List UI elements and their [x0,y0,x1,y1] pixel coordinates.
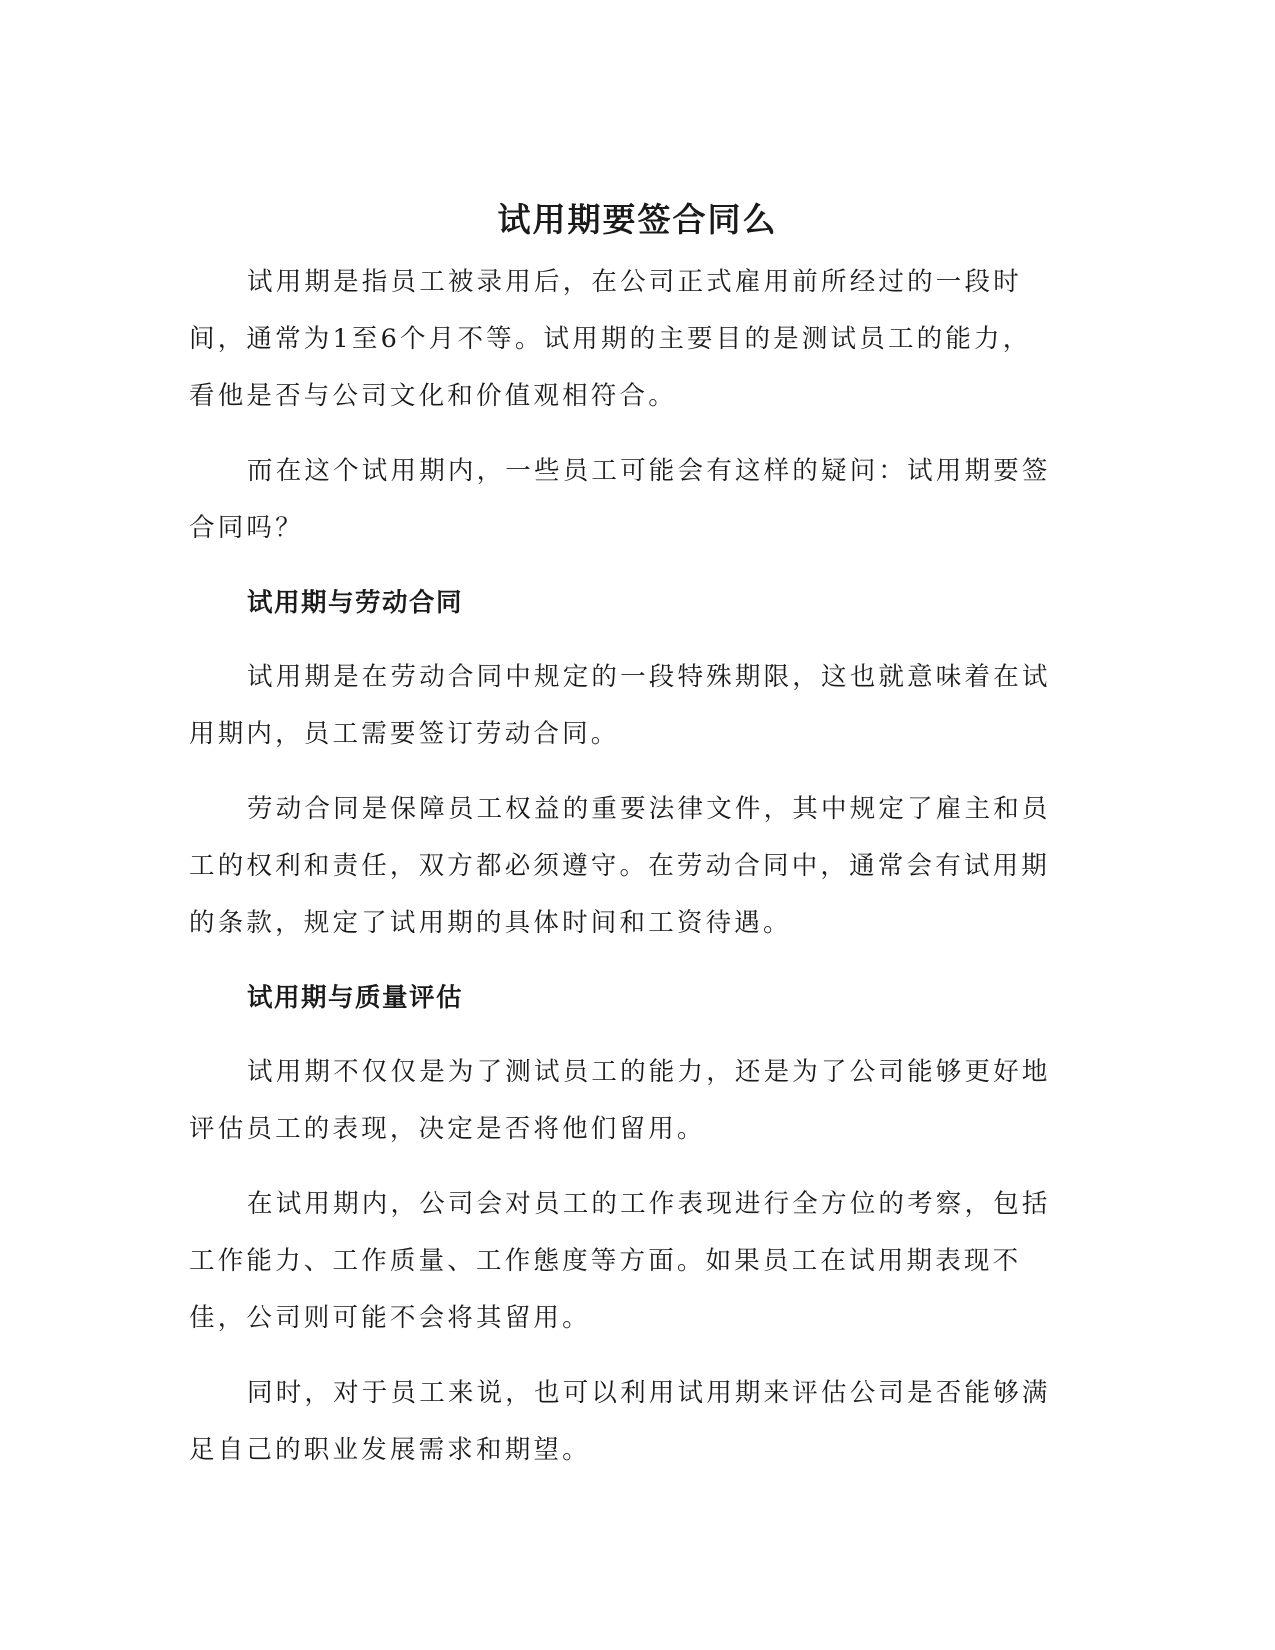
paragraph-labor-contract: 劳动合同是保障员工权益的重要法律文件，其中规定了雇主和员工的权利和责任，双方都必须遵守。在劳动合同中，通常会有试用期的条款，规定了试用期的具体时间和工资待遇。 [189,794,1051,938]
paragraph-evaluation-purpose: 试用期不仅仅是为了测试员工的能力，还是为了公司能够更好地评估员工的表现，决定是否将他们留用。 [189,1057,1051,1144]
paragraph-employee-perspective: 同时，对于员工来说，也可以利用试用期来评估公司是否能够满足自己的职业发展需求和期望。 [189,1378,1051,1465]
document-body [189,254,1051,1497]
paragraph-question: 而在这个试用期内，一些员工可能会有这样的疑问：试用期要签合同吗？ [189,456,1051,543]
section-heading-quality-evaluation: 试用期与质量评估 [247,983,464,1013]
section-heading-labor-contract: 试用期与劳动合同 [247,588,464,618]
paragraph-probation-in-contract: 试用期是在劳动合同中规定的一段特殊期限，这也就意味着在试用期内，员工需要签订劳动合同。 [189,662,1051,749]
paragraph-evaluation-details: 在试用期内，公司会对员工的工作表现进行全方位的考察，包括工作能力、工作质量、工作態度等方面。如果员工在试用期表现不佳，公司则可能不会将其留用。 [189,1189,1051,1333]
paragraph-intro: 试用期是指员工被录用后，在公司正式雇用前所经过的一段时间，通常为1至6个月不等。试用期的主要目的是测试员工的能力，看他是否与公司文化和价值观相符合。 [189,267,1032,411]
document-title: 试用期要签合同么 [497,200,778,239]
